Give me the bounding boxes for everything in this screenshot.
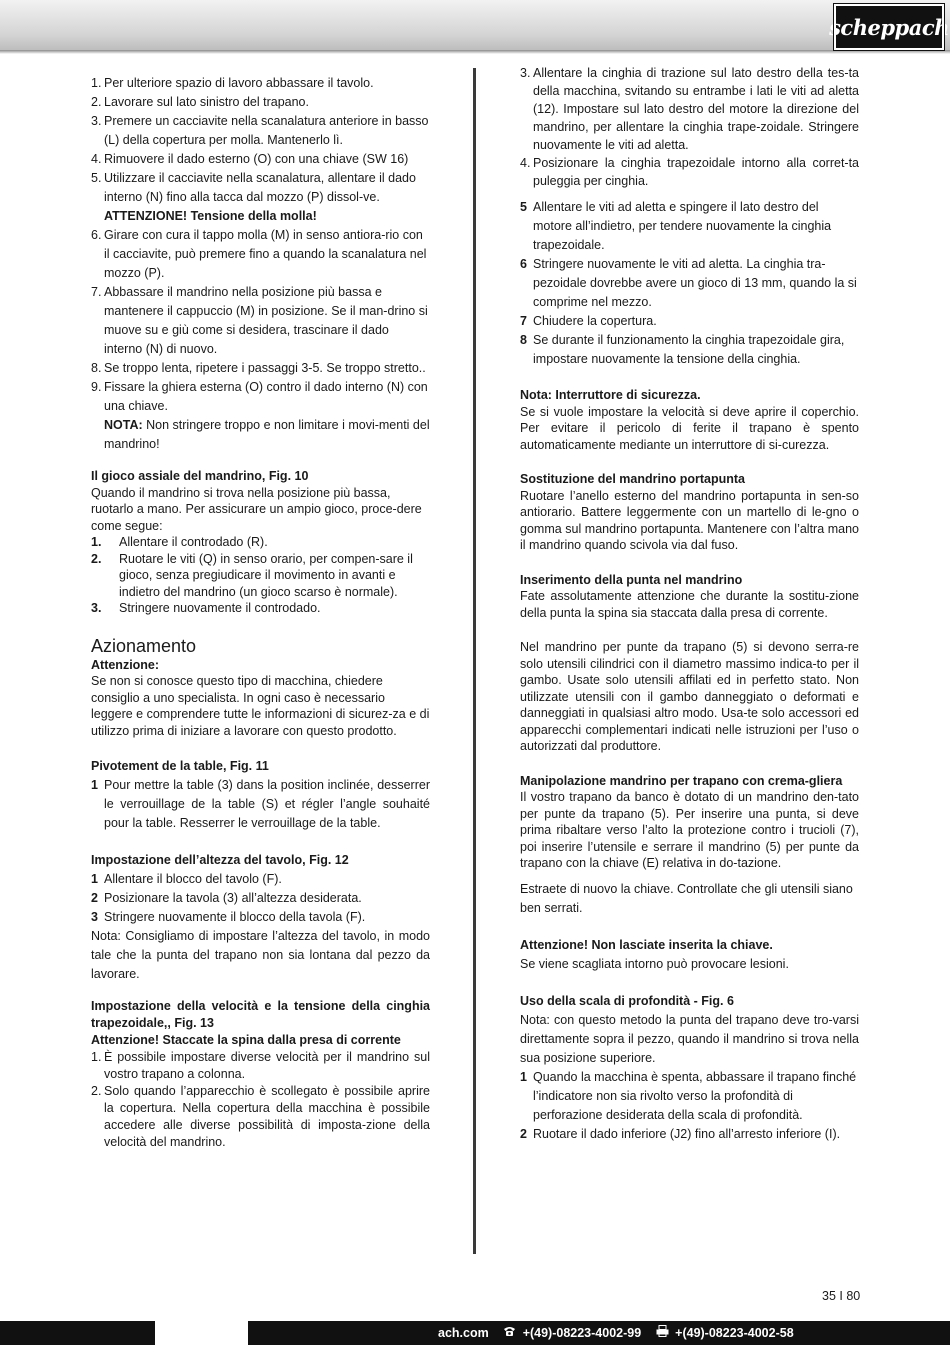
rack-chuck-section xyxy=(520,773,859,918)
list-item: 4. Posizionare la cinghia trapezoidale intorno alla corret-ta puleggia per cinghia. xyxy=(520,156,859,188)
footer-phone[interactable]: +(49)-08223-4002-99 xyxy=(522,1326,642,1340)
operation-section xyxy=(91,635,430,740)
paragraph: Se non si conosce questo tipo di macchina, chiedere consiglio a uno specialista. In ogni caso è necessario leggere e comprendere tutte le informazioni di sicurez-za e di utilizzo prima di iniziare a lavorare con questo prodotto. xyxy=(91,674,430,738)
section-heading: Impostazione dell’altezza del tavolo, Fig. 12 xyxy=(91,853,349,867)
table-height-section xyxy=(91,851,430,984)
section-heading: Sostituzione del mandrino portapunta xyxy=(520,472,745,486)
section-heading: Manipolazione mandrino per trapano con crema-gliera xyxy=(520,773,843,788)
power-warning: Attenzione! Staccate la spina dalla presa di corrente xyxy=(91,1033,401,1047)
list-item: 1 Pour mettre la table (3) dans la position inclinée, desserrer le verrouillage de la table (S) et régler l’angle souhaité pour la table. Resserrer le verrouillage de la table. xyxy=(91,778,430,830)
section-subheading: Attenzione: xyxy=(91,657,160,672)
header-shadow xyxy=(0,50,950,54)
section-heading: Attenzione! Non lasciate inserita la chiave. xyxy=(520,937,773,952)
section-heading: Impostazione della velocità e la tensione della cinghia trapezoidale,, Fig. 13 xyxy=(91,999,430,1030)
speed-belt-section xyxy=(91,998,430,1151)
list-item: 6. Girare con cura il tappo molla (M) in senso antiora-rio con il cacciavite, può premere fino a quando la scanalatura nel mozzo (P). xyxy=(91,228,427,280)
list-item: 1 Allentare il blocco del tavolo (F). xyxy=(91,872,282,886)
list-item: 9. Fissare la ghiera esterna (O) contro il dado interno (N) con una chiave. xyxy=(91,380,428,413)
table-tilt-section xyxy=(91,757,430,833)
belt-tension-list xyxy=(520,198,859,369)
footer-contact xyxy=(438,1325,794,1340)
list-item: 7. Abbassare il mandrino nella posizione più bassa e mantenere il cappuccio (M) in posizione. Se il man-drino si muove su e giù come si desidera, trascinare il dado interno (N) di nuovo. xyxy=(91,285,428,356)
safety-switch-section xyxy=(520,387,859,453)
paragraph: Fate assolutamente attenzione che durante la sostitu-zione della punta la spina sia staccata dalla presa di corrente. xyxy=(520,589,859,620)
list-item: 5 Allentare le viti ad aletta e spingere il lato destro del motore all’indietro, per tendere nuovamente la cinghia trapezoidale. xyxy=(520,200,832,252)
page-number: 35 I 80 xyxy=(822,1289,861,1303)
section-heading: Pivotement de la table, Fig. 11 xyxy=(91,759,269,773)
list-item: 3. Allentare la cinghia di trazione sul lato destro della tes-ta della macchina, svitando su entrambe i lati le viti ad aletta (12). Impostare sul lato destro del motore la direzione del mandrino, per allentare la cinghia trape-zoidale. Stringere nuovamente le viti ad aletta. xyxy=(520,66,859,152)
list-item: 2. Solo quando l’apparecchio è scollegato è possibile aprire la copertura. Nella copertura della macchina è possibile accedere alle diverse possibilità di imposta-zione della velocità del mandrino. xyxy=(91,1084,430,1149)
list-item: 8. Se troppo lenta, ripetere i passaggi 3-5. Se troppo stretto.. xyxy=(91,361,426,375)
list-item: 3. Premere un cacciavite nella scanalatura anteriore in basso (L) della copertura per molla. Mantenerlo lì. xyxy=(91,114,429,147)
left-column xyxy=(91,64,430,1151)
fax-icon xyxy=(656,1325,669,1340)
list-item: 1. Per ulteriore spazio di lavoro abbassare il tavolo. xyxy=(91,76,374,90)
nota-paragraph: NOTA: Non stringere troppo e non limitare i movi-menti del mandrino! xyxy=(104,418,430,451)
list-item: 6 Stringere nuovamente le viti ad aletta. La cinghia tra-pezoidale dovrebbe avere un gioco di 13 mm, quando la si comprime nel mezzo. xyxy=(520,257,857,309)
footer-gap xyxy=(155,1321,248,1345)
paragraph: Ruotare l’anello esterno del mandrino portapunta in sen-so antiorario. Battere leggermente con un martello di le-gno o gomma sul mandrino portapunta. Mantenere con l’altra mano il mandrino quando scivola via dal fuso. xyxy=(520,488,859,552)
right-column xyxy=(520,64,859,1144)
brand-logo: scheppach xyxy=(834,4,944,50)
section-heading: Uso della scala di profondità - Fig. 6 xyxy=(520,993,734,1008)
paragraph: Quando il mandrino si trova nella posizione più bassa, ruotarlo a mano. Per assicurare un ampio gioco, proce-dere come segue: xyxy=(91,485,422,533)
depth-scale-section xyxy=(520,992,859,1144)
paragraph: Nota: con questo metodo la punta del trapano deve tro-varsi direttamente sopra il pezzo, quando il mandrino si trova nella sua posizione superiore. xyxy=(520,1012,859,1065)
list-item: 1. Allentare il controdado (R). xyxy=(91,535,268,549)
paragraph: Il vostro trapano da banco è dotato di un mandrino den-tato per punte da trapano (5). Per inserire una punta, si deve prima ribaltare verso l’alto la protezione contro i trucioli (7), poi inserire l’utensile e serrare il mandrino (5) per punte da trapano con la chiave (E) relativa in do-tazione. xyxy=(520,790,859,870)
column-divider xyxy=(473,68,476,1254)
section-heading: Nota: Interruttore di sicurezza. xyxy=(520,388,701,402)
list-item: 2 Ruotare il dado inferiore (J2) fino all’arresto inferiore (I). xyxy=(520,1126,841,1141)
paragraph: Nel mandrino per punte da trapano (5) si devono serra-re solo utensili cilindrici con il diametro massimo indica-to per il gambo. Usate solo utensili affilati ed in perfetto stato. Non utilizzate utensili con il gambo danneggiato o deformati e danneggiati in qualsiasi altro modo. Usa-te solo accessori ed apparecchi complementari indicati nelle istruzioni per l’uso o autorizzati dal produttore. xyxy=(520,640,859,753)
spring-warning: ATTENZIONE! Tensione della molla! xyxy=(104,209,317,223)
list-item: 2. Ruotare le viti (Q) in senso orario, per compen-sare il gioco, senza pregiudicare il movimento in avanti e indietro del mandrino (un gioco scarso è normale). xyxy=(91,551,413,599)
phone-icon xyxy=(503,1326,516,1340)
list-item: 8 Se durante il funzionamento la cinghia trapezoidale gira, impostare nuovamente la tensione della cinghia. xyxy=(520,333,845,366)
paragraph: Estraete di nuovo la chiave. Controllate che gli utensili siano ben serrati. xyxy=(520,881,853,915)
section-heading: Il gioco assiale del mandrino, Fig. 10 xyxy=(91,469,309,483)
list-item: 3 Stringere nuovamente il blocco della tavola (F). xyxy=(91,910,366,924)
key-warning-section xyxy=(520,936,859,974)
section-title: Azionamento xyxy=(91,635,197,656)
spring-procedure-list xyxy=(91,74,430,454)
list-item: 1 Quando la macchina è spenta, abbassare il trapano finché l’indicatore non sia rivolto verso la profondità di perforazione desiderata della scala di profondità. xyxy=(520,1069,857,1122)
paragraph: Se viene scagliata intorno può provocare lesioni. xyxy=(520,956,789,971)
list-item: 7 Chiudere la copertura. xyxy=(520,314,657,328)
list-item: 4. Rimuovere il dado esterno (O) con una chiave (SW 16) xyxy=(91,152,409,166)
paragraph: Nota: Consigliamo di impostare l’altezza del tavolo, in modo tale che la punta del trapano non sia lontana dal pezzo da lavorare. xyxy=(91,929,430,981)
list-item: 1. È possibile impostare diverse velocità per il mandrino sul vostro trapano a colonna. xyxy=(91,1050,430,1081)
footer-website[interactable]: ach.com xyxy=(438,1326,489,1340)
paragraph: Se si vuole impostare la velocità si deve aprire il coperchio. Per evitare il pericolo di ferite il trapano è spento automaticamente mediante un interruttore di si-curezza. xyxy=(520,404,859,452)
section-heading: Inserimento della punta nel mandrino xyxy=(520,572,743,587)
bit-insertion-section xyxy=(520,572,859,755)
header-bar xyxy=(0,0,950,50)
list-item: 2 Posizionare la tavola (3) all’altezza desiderata. xyxy=(91,891,362,905)
footer-fax: +(49)-08223-4002-58 xyxy=(675,1326,794,1340)
chuck-replacement-section xyxy=(520,471,859,554)
axial-play-section xyxy=(91,468,430,617)
list-item: 3. Stringere nuovamente il controdado. xyxy=(91,601,321,615)
list-item: 2. Lavorare sul lato sinistro del trapano. xyxy=(91,95,309,109)
list-item: 5. Utilizzare il cacciavite nella scanalatura, allentare il dado interno (N) fino alla tacca dal mozzo (P) dissol-ve. ATTENZIONE! Tensione della molla! xyxy=(91,171,416,223)
